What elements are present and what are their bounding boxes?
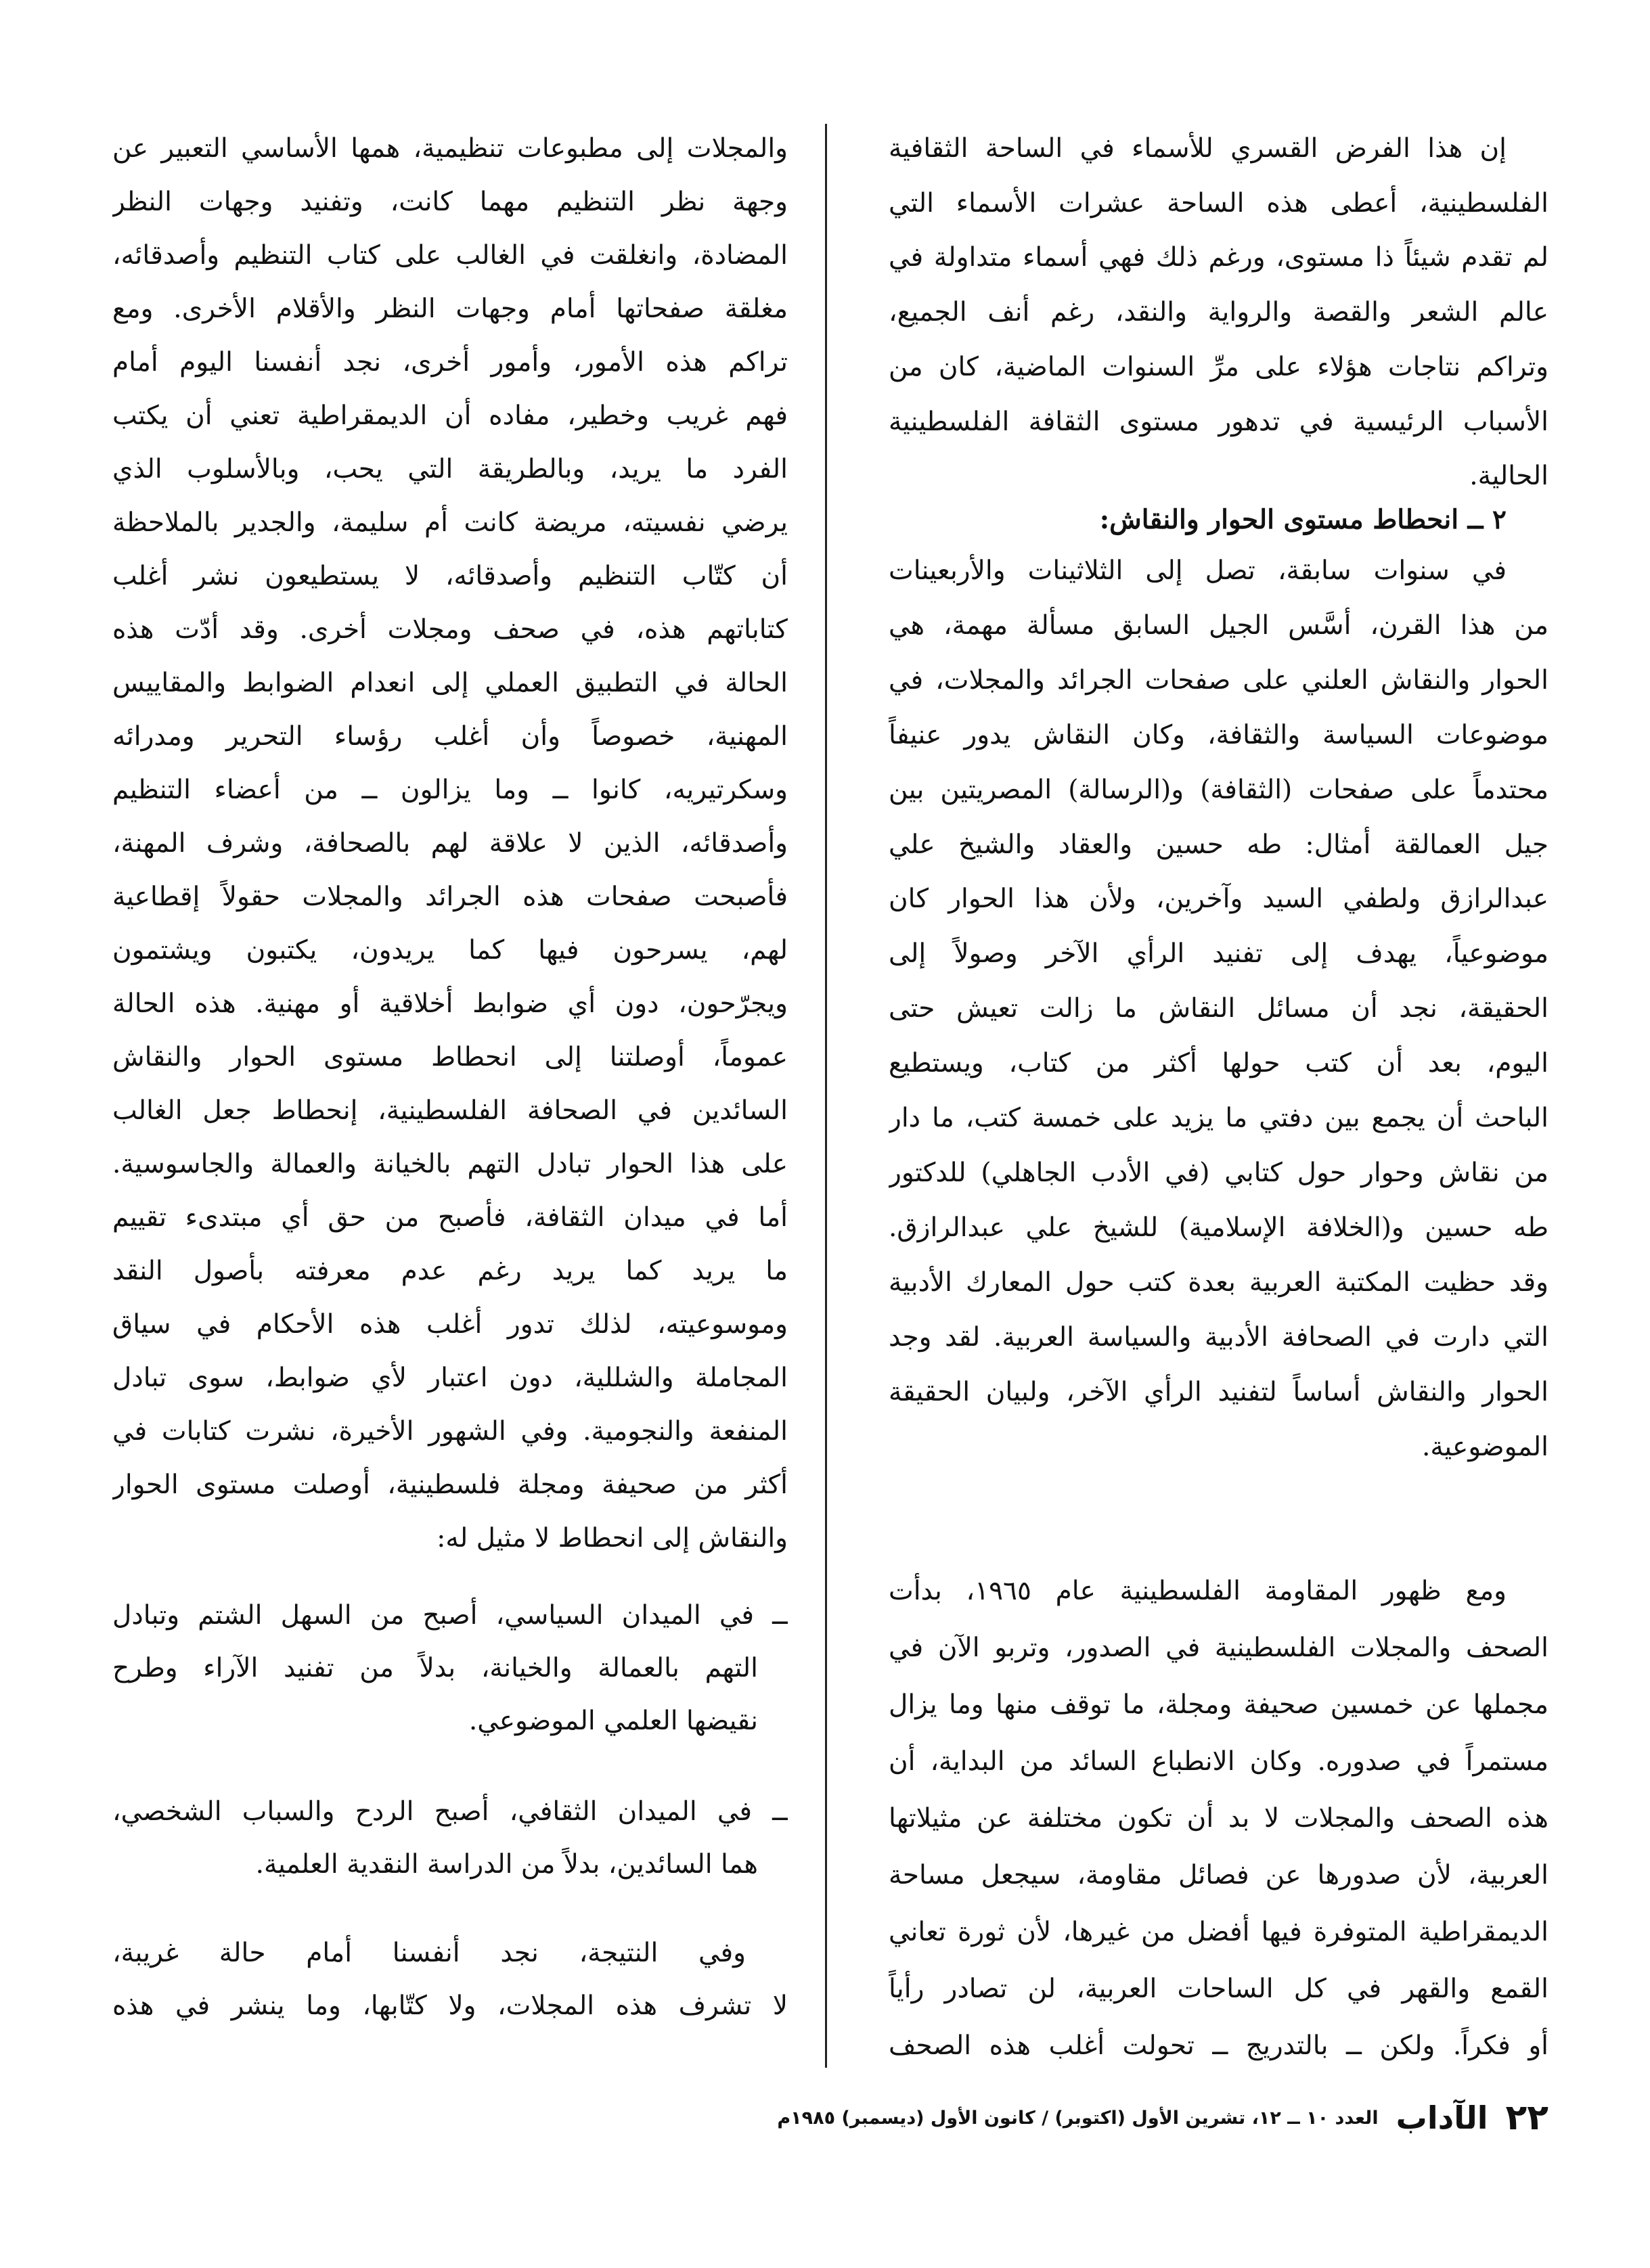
text-line: مجملها عن خمسين صحيفة ومجلة، ما توقف منها وما يزال bbox=[889, 1689, 1548, 1720]
bullet-item bbox=[112, 1786, 788, 1891]
text-line: وسكرتيريه، كانوا ــ وما يزالون ــ من أعضاء التنظيم bbox=[112, 775, 788, 805]
text-line: ــ في الميدان الثقافي، أصبح الردح والسباب الشخصي، bbox=[112, 1796, 788, 1827]
text-line: الفرد ما يريد، وبالطريقة التي يحب، وبالأسلوب الذي bbox=[112, 454, 788, 484]
text-line: الصحف والمجلات الفلسطينية في الصدور، وتربو الآن في bbox=[889, 1633, 1548, 1663]
bullet-item bbox=[112, 1589, 788, 1748]
text-line: موضوعياً، يهدف إلى تفنيد الرأي الآخر وصولاً إلى bbox=[889, 938, 1548, 970]
text-line: في سنوات سابقة، تصل إلى الثلاثينات والأربعينات bbox=[889, 555, 1507, 586]
text-line: وموسوعيته، لذلك تدور أغلب هذه الأحكام في سياق bbox=[112, 1309, 788, 1340]
text-line: المجاملة والشللية، دون اعتبار لأي ضوابط، سوى تبادل bbox=[112, 1363, 788, 1393]
magazine-logo: الآداب bbox=[1396, 2100, 1488, 2136]
text-line: أكثر من صحيفة ومجلة فلسطينية، أوصلت مستوى الحوار bbox=[112, 1470, 788, 1500]
text-line: أن كتّاب التنظيم وأصدقائه، لا يستطيعون نشر أغلب bbox=[112, 561, 788, 591]
paragraph bbox=[889, 1563, 1548, 2074]
text-line: لا تشرف هذه المجلات، ولا كتّابها، وما ينشر في هذه bbox=[112, 1991, 788, 2021]
text-line: المنفعة والنجومية. وفي الشهور الأخيرة، نشرت كتابات في bbox=[112, 1416, 788, 1447]
text-line: أما في ميدان الثقافة، فأصبح من حق أي مبتدىء تقييم bbox=[112, 1202, 788, 1233]
text-line: على هذا الحوار تبادل التهم بالخيانة والعمالة والجاسوسية. bbox=[112, 1149, 788, 1179]
page-number: ٢٢ bbox=[1505, 2097, 1548, 2138]
text-line: عالم الشعر والقصة والرواية والنقد، رغم أنف الجميع، bbox=[889, 297, 1548, 328]
text-line: الحالة في التطبيق العملي إلى انعدام الضوابط والمقاييس bbox=[112, 668, 788, 698]
text-line: لم تقدم شيئاً ذا مستوى، ورغم ذلك فهي أسماء متداولة في bbox=[889, 242, 1548, 273]
text-line: ٢ ــ انحطاط مستوى الحوار والنقاش: bbox=[1099, 504, 1507, 535]
text-line: والمجلات إلى مطبوعات تنظيمية، همها الأساسي التعبير عن bbox=[112, 133, 788, 164]
issue-info: العدد ١٠ ــ ١٢، تشرين الأول (اكتوبر) / كانون الأول (ديسمبر) ١٩٨٥م bbox=[777, 2107, 1379, 2129]
text-line: العربية، لأن صدورها عن فصائل مقاومة، سيجعل مساحة bbox=[889, 1860, 1548, 1890]
text-line: وأصدقائه، الذين لا علاقة لهم بالصحافة، وشرف المهنة، bbox=[112, 828, 788, 859]
text-line: أو فكراً. ولكن ــ بالتدريج ــ تحولت أغلب هذه الصحف bbox=[889, 2031, 1548, 2061]
text-line: طه حسين و(الخلافة الإسلامية) للشيخ علي عبدالرازق. bbox=[889, 1212, 1548, 1243]
paragraph bbox=[112, 1927, 788, 2033]
text-line: هذه الصحف والمجلات لا بد أن تكون مختلفة عن مثيلاتها bbox=[889, 1803, 1548, 1834]
text-line: جيل العمالقة أمثال: طه حسين والعقاد والشيخ علي bbox=[889, 829, 1548, 860]
section-heading bbox=[889, 493, 1548, 547]
text-line: كتاباتهم هذه، في صحف ومجلات أخرى. وقد أدّت هذه bbox=[112, 614, 788, 645]
text-line: تراكم هذه الأمور، وأمور أخرى، نجد أنفسنا اليوم أمام bbox=[112, 347, 788, 378]
text-line: وفي النتيجة، نجد أنفسنا أمام حالة غريبة، bbox=[112, 1938, 746, 1968]
paragraph bbox=[112, 122, 788, 1565]
text-line: ما يريد كما يريد رغم عدم معرفته بأصول النقد bbox=[112, 1256, 788, 1286]
text-line: وجهة نظر التنظيم مهما كانت، وتفنيد وجهات النظر bbox=[112, 187, 788, 217]
text-line: عموماً، أوصلتنا إلى انحطاط مستوى الحوار والنقاش bbox=[112, 1042, 788, 1072]
text-line: الباحث أن يجمع بين دفتي ما يزيد على خمسة كتب، ما دار bbox=[889, 1103, 1548, 1134]
text-line: الديمقراطية المتوفرة فيها أفضل من غيرها، لأن ثورة تعاني bbox=[889, 1917, 1548, 1947]
text-line: يرضي نفسيته، مريضة كانت أم سليمة، والجدير بالملاحظة bbox=[112, 507, 788, 538]
text-line: القمع والقهر في كل الساحات العربية، لن تصادر رأياً bbox=[889, 1974, 1548, 2004]
text-line: محتدماً على صفحات (الثقافة) و(الرسالة) المصريتين بين bbox=[889, 774, 1548, 805]
text-line: من هذا القرن، أسَّس الجيل السابق مسألة مهمة، هي bbox=[889, 610, 1548, 641]
text-line: لهم، يسرحون فيها كما يريدون، يكتبون ويشتمون bbox=[112, 935, 788, 966]
text-line: الفلسطينية، أعطى هذه الساحة عشرات الأسماء التي bbox=[889, 187, 1548, 219]
text-line: المهنية، خصوصاً وأن أغلب رؤساء التحرير ومدرائه bbox=[112, 721, 788, 752]
text-line: ومع ظهور المقاومة الفلسطينية عام ١٩٦٥، بدأت bbox=[889, 1576, 1507, 1606]
text-line: الحوار والنقاش أساساً لتفنيد الرأي الآخر، ولبيان الحقيقة bbox=[889, 1376, 1548, 1407]
text-line: فأصبحت صفحات هذه الجرائد والمجلات حقولاً إقطاعية bbox=[112, 882, 788, 912]
text-line: مغلقة صفحاتها أمام وجهات النظر والأقلام الأخرى. ومع bbox=[112, 294, 788, 324]
text-line: عبدالرازق ولطفي السيد وآخرين، ولأن هذا الحوار كان bbox=[889, 884, 1548, 915]
text-line: الحالية. bbox=[1469, 461, 1548, 492]
text-line: نقيضها العلمي الموضوعي. bbox=[468, 1706, 758, 1736]
text-line: التي دارت في الصحافة الأدبية والسياسة العربية. لقد وجد bbox=[889, 1321, 1548, 1353]
paragraph bbox=[889, 544, 1548, 1474]
text-line: إن هذا الفرض القسري للأسماء في الساحة الثقافية bbox=[889, 133, 1507, 164]
text-line: ويجرّحون، دون أي ضوابط أخلاقية أو مهنية. هذه الحالة bbox=[112, 989, 788, 1019]
text-line: المضادة، وانغلقت في الغالب على كتاب التنظيم وأصدقائه، bbox=[112, 240, 788, 271]
text-line: الحوار والنقاش العلني على صفحات الجرائد والمجلات، في bbox=[889, 664, 1548, 696]
text-line: وقد حظيت المكتبة العربية بعدة كتب حول المعارك الأدبية bbox=[889, 1267, 1548, 1298]
column-divider bbox=[825, 124, 827, 2068]
text-line: مستمراً في صدوره. وكان الانطباع السائد من البداية، أن bbox=[889, 1746, 1548, 1777]
paragraph bbox=[889, 122, 1548, 504]
page-footer bbox=[777, 2097, 1548, 2138]
text-line: هما السائدين، بدلاً من الدراسة النقدية العلمية. bbox=[255, 1849, 758, 1880]
text-line: وتراكم نتاجات هؤلاء على مرِّ السنوات الماضية، كان من bbox=[889, 351, 1548, 382]
text-line: والنقاش إلى انحطاط لا مثيل له: bbox=[437, 1523, 788, 1553]
text-line: موضوعات السياسة والثقافة، وكان النقاش يدور عنيفاً bbox=[889, 719, 1548, 750]
text-line: السائدين في الصحافة الفلسطينية، إنحطاط جعل الغالب bbox=[112, 1095, 788, 1126]
text-line: التهم بالعمالة والخيانة، بدلاً من تفنيد الآراء وطرح bbox=[112, 1653, 758, 1683]
text-line: من نقاش وحوار حول كتابي (في الأدب الجاهلي) للدكتور bbox=[889, 1157, 1548, 1188]
text-line: الحقيقة، نجد أن مسائل النقاش ما زالت تعيش حتى bbox=[889, 993, 1548, 1024]
text-line: اليوم، بعد أن كتب حولها أكثر من كتاب، ويستطيع bbox=[889, 1048, 1548, 1079]
text-line: الموضوعية. bbox=[1421, 1431, 1548, 1462]
text-line: ــ في الميدان السياسي، أصبح من السهل الشتم وتبادل bbox=[112, 1600, 788, 1631]
text-line: فهم غريب وخطير، مفاده أن الديمقراطية تعني أن يكتب bbox=[112, 401, 788, 431]
text-line: الأسباب الرئيسية في تدهور مستوى الثقافة الفلسطينية bbox=[889, 406, 1548, 437]
